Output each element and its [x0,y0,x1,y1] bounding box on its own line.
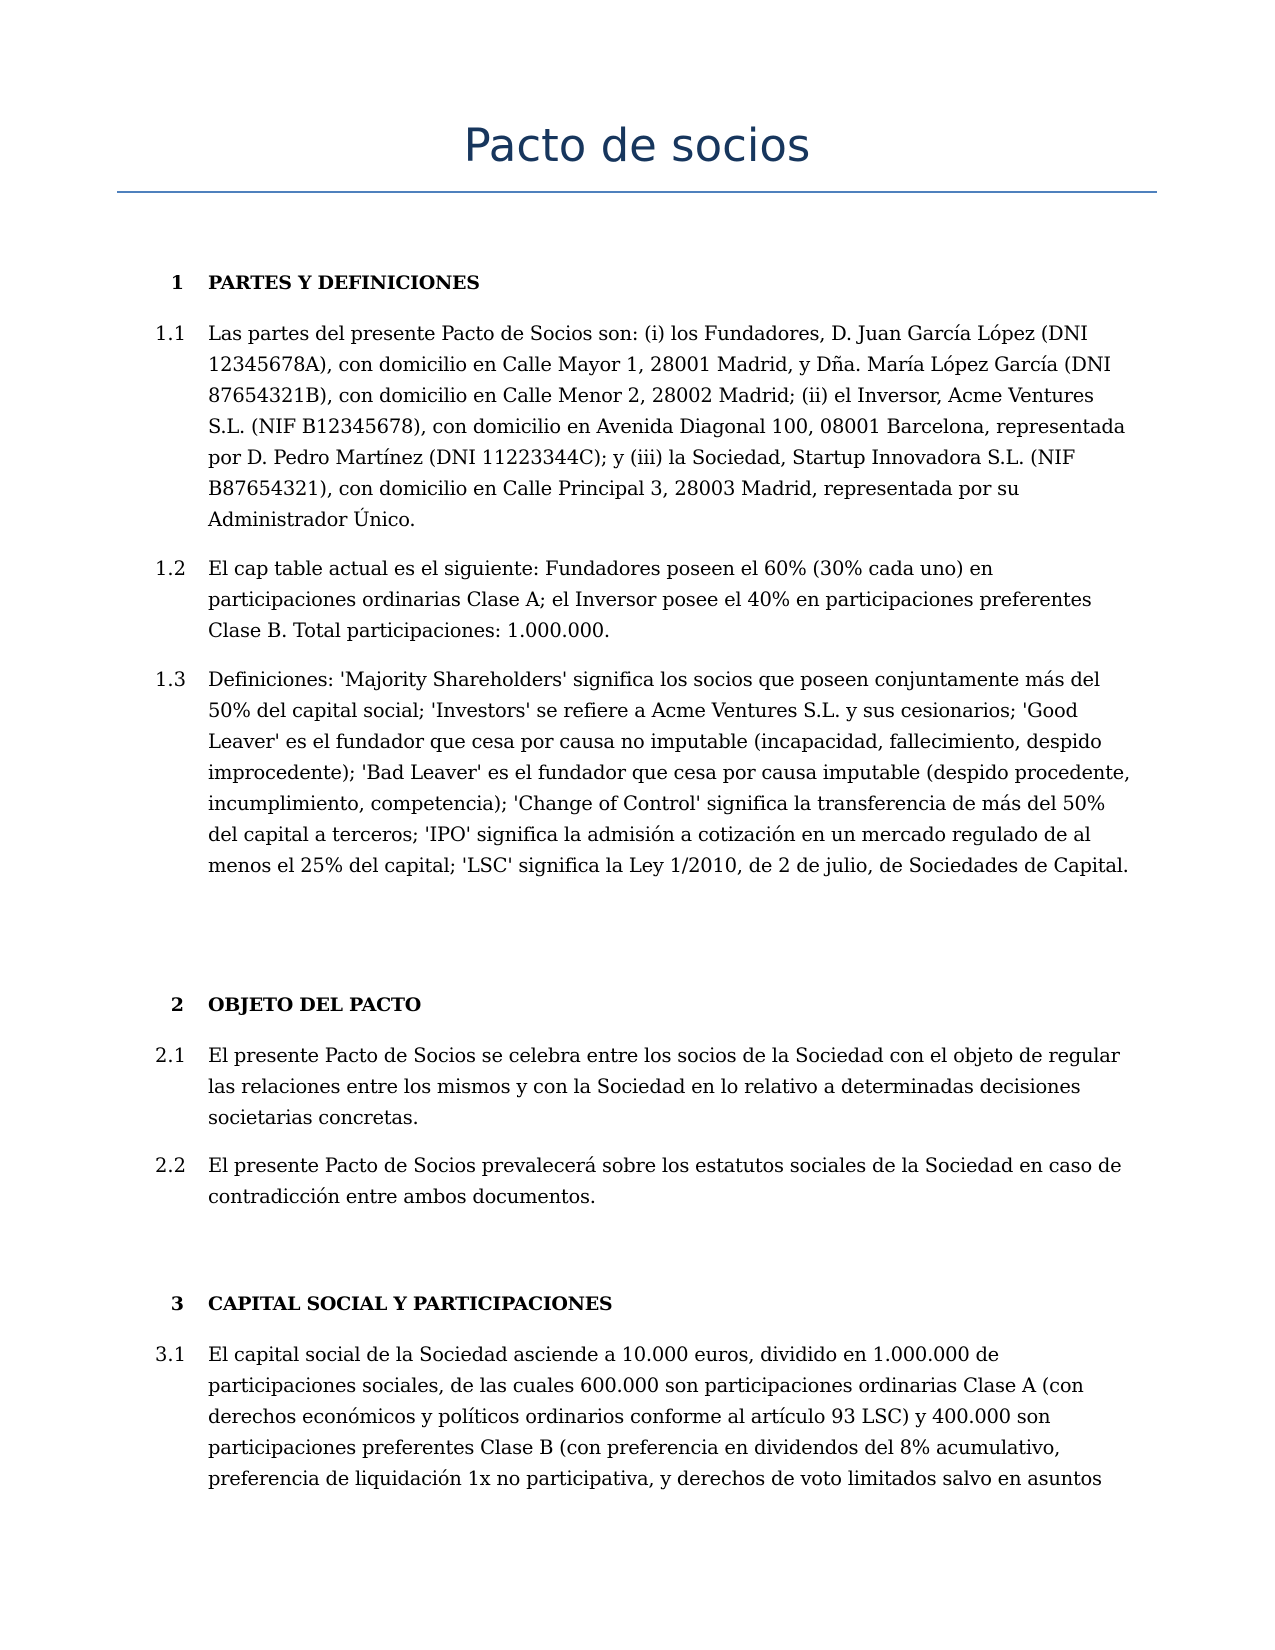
clause-number: 2.2 [154,1154,186,1177]
clause-number: 2.1 [154,1044,186,1067]
clause-text: El cap table actual es el siguiente: Fundadores poseen el 60% (30% cada uno) en participaciones ordinarias Clase A; el Inversor posee el 40% en participaciones preferentes Clase B. Total participaciones: 1.000.000. [208,557,1092,642]
clause-number: 1.1 [154,322,186,345]
clause-text: Definiciones: 'Majority Shareholders' significa los socios que poseen conjuntamente más del 50% del capital social; 'Investors' se refiere a Acme Ventures S.L. y sus cesionarios; 'Good Leaver' es el fundador que cesa por causa no imputable (incapacidad, fallecimiento, despido improcedente); 'Bad Leaver' es el fundador que cesa por causa imputable (despido procedente, incumplimiento, competencia); 'Change of Control' significa la transferencia de más del 50% del capital a terceros; 'IPO' significa la admisión a cotización en un mercado regulado de al menos el 25% del capital; 'LSC' significa la Ley 1/2010, de 2 de julio, de Sociedades de Capital. [208,668,1130,877]
clause-number: 1.3 [154,668,186,691]
section-title: OBJETO DEL PACTO [208,994,421,1016]
section-number: 1 [170,272,184,294]
clause-text: El capital social de la Sociedad asciende a 10.000 euros, dividido en 1.000.000 de participaciones sociales, de las cuales 600.000 son participaciones ordinarias Clase A (con derechos económicos y políticos ordinarios conforme al artículo 93 LSC) y 400.000 son participaciones preferentes Clase B (con preferencia en dividendos del 8% acumulativo, preferencia de liquidación 1x no participativa, y derechos de voto limitados salvo en asuntos [208,1343,1102,1490]
section-title: CAPITAL SOCIAL Y PARTICIPACIONES [208,1293,613,1315]
document-title: Pacto de socios [463,119,811,172]
clause-number: 3.1 [154,1343,186,1366]
section-title: PARTES Y DEFINICIONES [208,272,480,294]
clause-text: El presente Pacto de Socios prevalecerá sobre los estatutos sociales de la Sociedad en caso de contradicción entre ambos documentos. [208,1154,1122,1208]
clause-text: Las partes del presente Pacto de Socios son: (i) los Fundadores, D. Juan García López (DNI 12345678A), con domicilio en Calle Mayor 1, 28001 Madrid, y Dña. María López García (DNI 87654321B), con domicilio en Calle Menor 2, 28002 Madrid; (ii) el Inversor, Acme Ventures S.L. (NIF B12345678), con domicilio en Avenida Diagonal 100, 08001 Barcelona, representada por D. Pedro Martínez (DNI 11223344C); y (iii) la Sociedad, Startup Innovadora S.L. (NIF B87654321), con domicilio en Calle Principal 3, 28003 Madrid, representada por su Administrador Único. [208,322,1125,531]
clause-text: El presente Pacto de Socios se celebra entre los socios de la Sociedad con el objeto de regular las relaciones entre los mismos y con la Sociedad en lo relativo a determinadas decisiones societarias concretas. [208,1044,1120,1129]
section-number: 3 [170,1293,184,1315]
title-underline [117,191,1157,193]
clause-number: 1.2 [154,557,186,580]
section-number: 2 [170,994,184,1016]
